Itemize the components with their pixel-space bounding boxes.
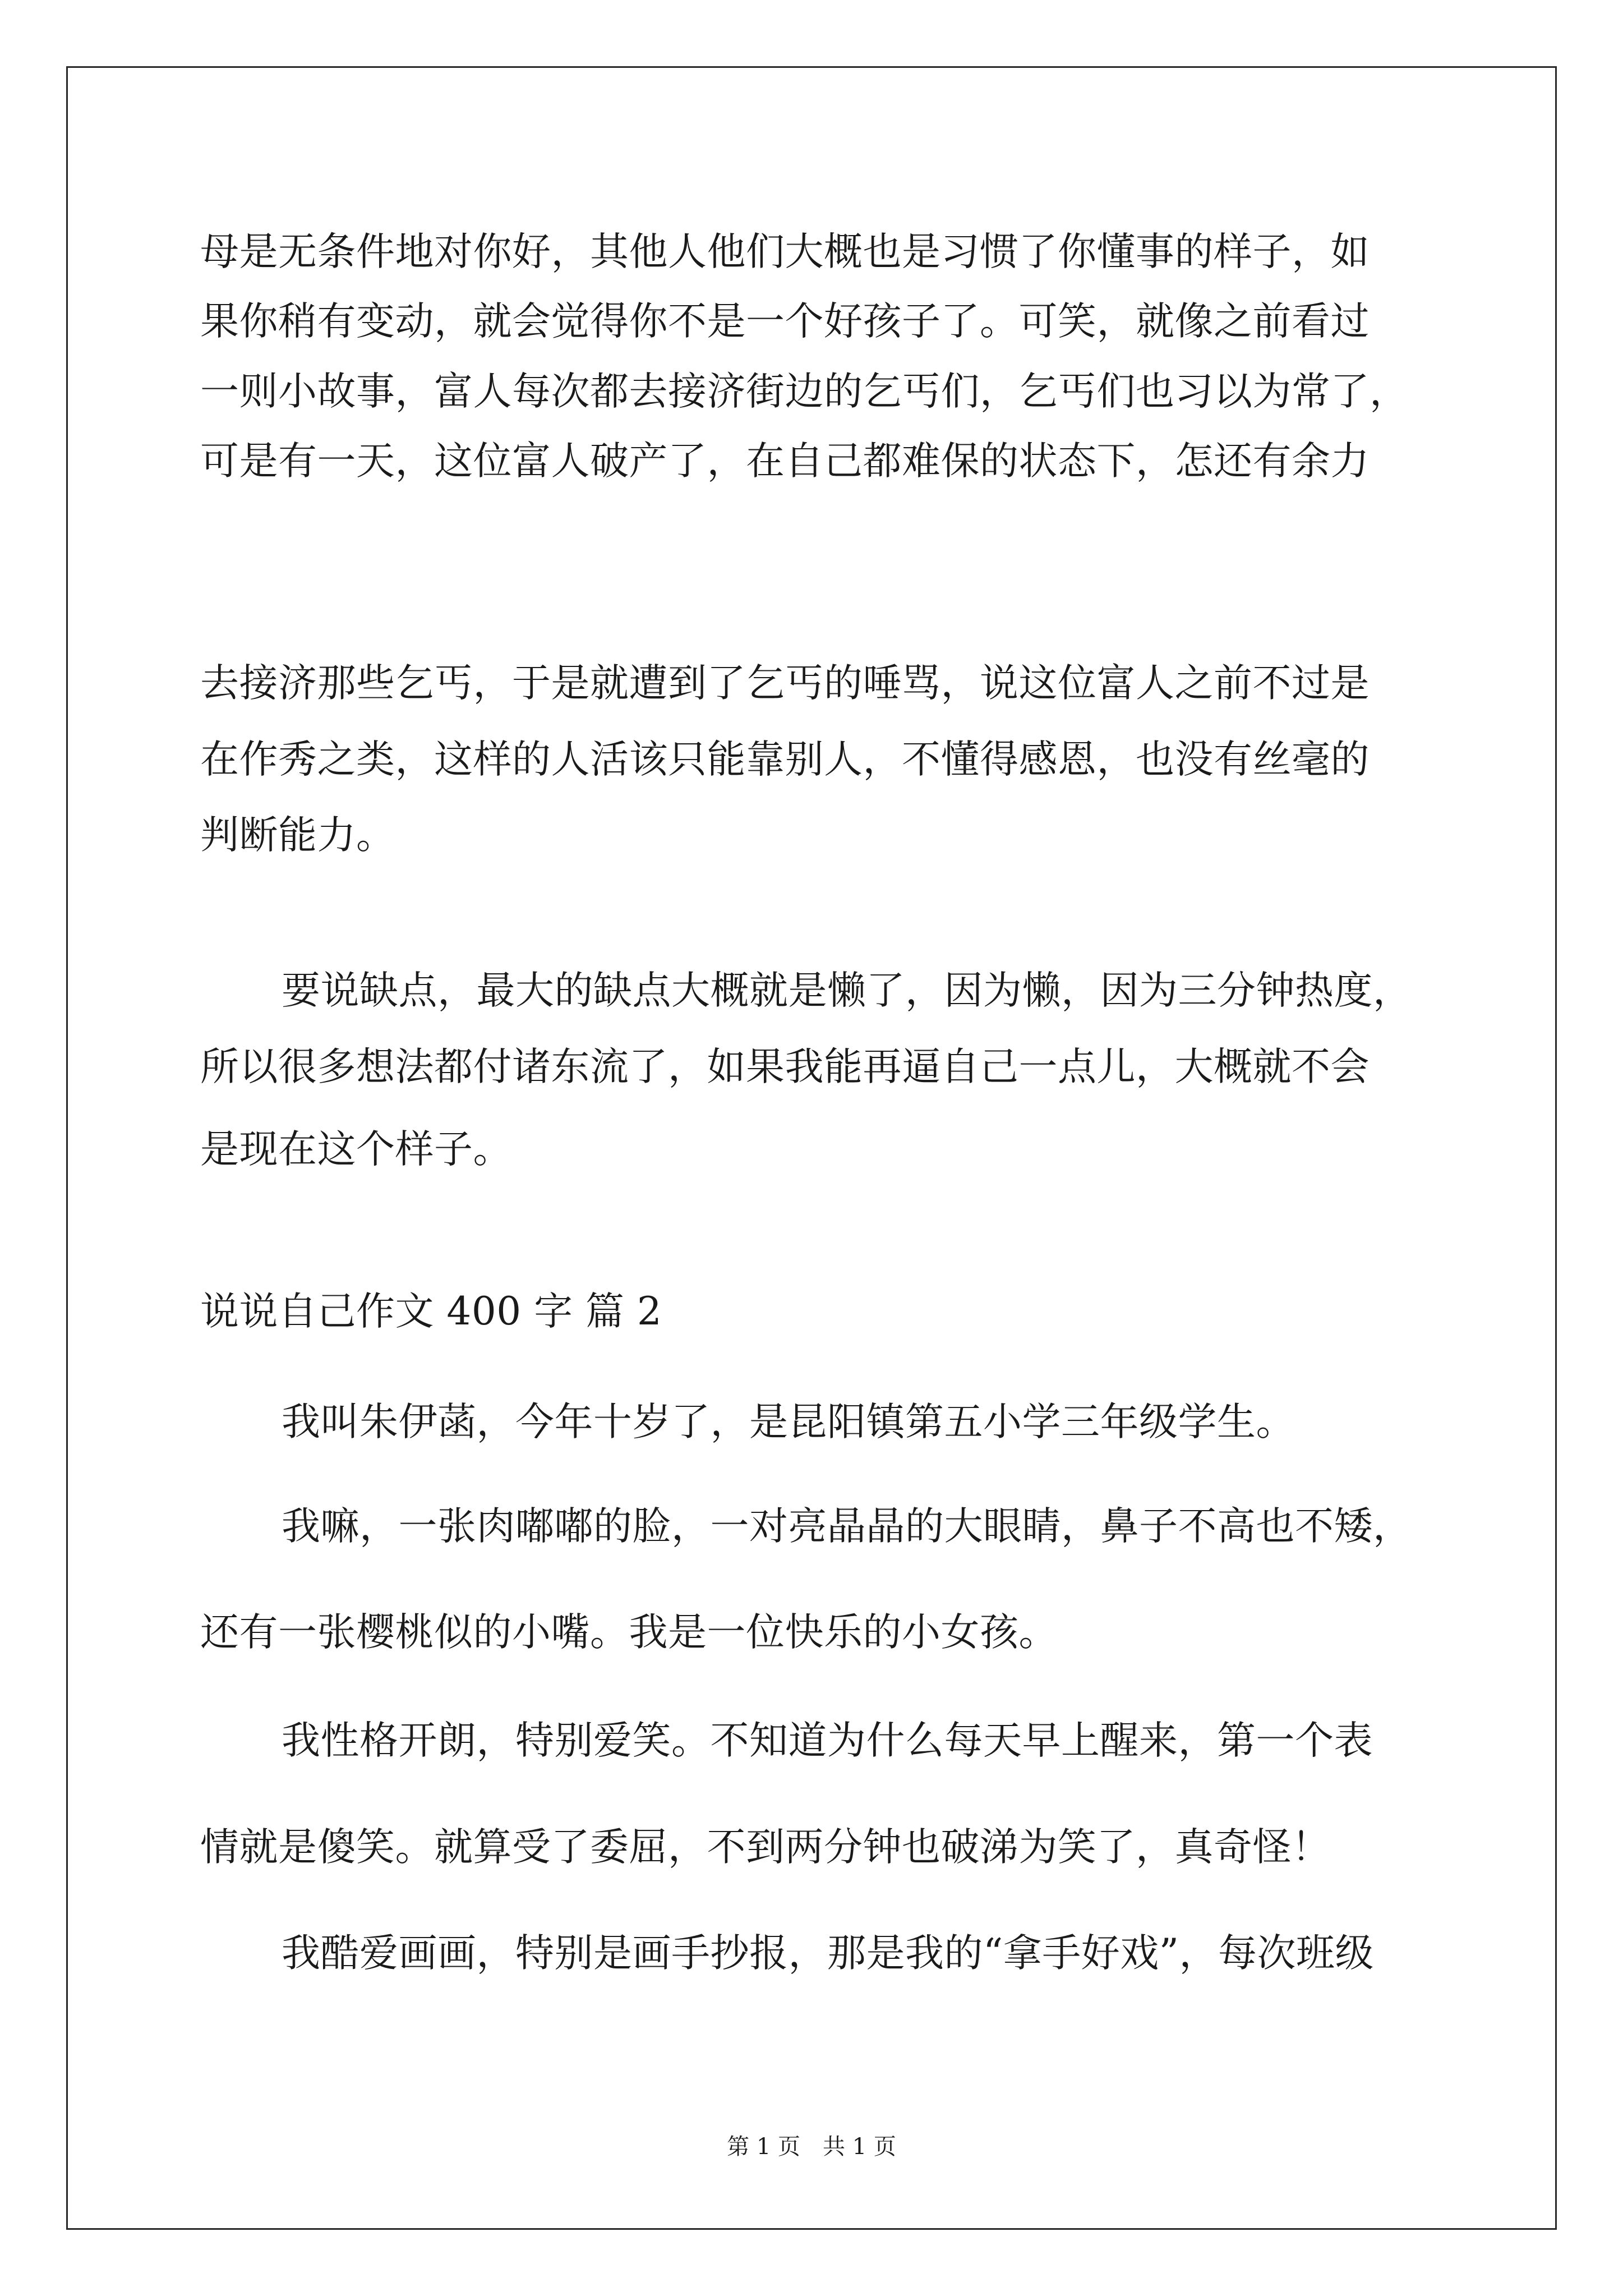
text-line: 在作秀之类，这样的人活该只能靠别人，不懂得感恩，也没有丝毫的 [200, 737, 1370, 782]
text-line: 是现在这个样子。 [200, 1127, 512, 1172]
paragraph-first-line: 要说缺点，最大的缺点大概就是懒了，因为懒，因为三分钟热度， [282, 968, 1412, 1013]
paragraph-first-line: 我叫朱伊菡，今年十岁了，是昆阳镇第五小学三年级学生。 [282, 1400, 1295, 1444]
text-line: 去接济那些乞丐，于是就遭到了乞丐的唾骂，说这位富人之前不过是 [200, 661, 1370, 706]
paragraph-first-line: 我性格开朗，特别爱笑。不知道为什么每天早上醒来，第一个表 [282, 1718, 1373, 1763]
text-line: 情就是傻笑。就算受了委屈，不到两分钟也破涕为笑了，真奇怪！ [200, 1825, 1331, 1870]
page-number: 第 1 页 共 1 页 [727, 2134, 896, 2160]
paragraph-first-line: 我嘛，一张肉嘟嘟的脸，一对亮晶晶的大眼睛，鼻子不高也不矮， [282, 1504, 1412, 1549]
text-line: 母是无条件地对你好，其他人他们大概也是习惯了你懂事的样子，如 [200, 229, 1370, 274]
text-line: 还有一张樱桃似的小嘴。我是一位快乐的小女孩。 [200, 1610, 1058, 1655]
section-heading: 说说自己作文 400 字 篇 2 [200, 1289, 662, 1334]
text-line: 一则小故事，富人每次都去接济街边的乞丐们，乞丐们也习以为常了， [200, 369, 1409, 414]
text-line: 果你稍有变动，就会觉得你不是一个好孩子了。可笑，就像之前看过 [200, 299, 1370, 344]
text-line: 可是有一天，这位富人破产了，在自己都难保的状态下，怎还有余力 [200, 439, 1370, 484]
paragraph-first-line: 我酷爱画画，特别是画手抄报，那是我的“拿手好戏”，每次班级 [282, 1931, 1375, 1976]
text-line: 判断能力。 [200, 813, 395, 858]
text-line: 所以很多想法都付诸东流了，如果我能再逼自己一点儿，大概就不会 [200, 1045, 1370, 1089]
